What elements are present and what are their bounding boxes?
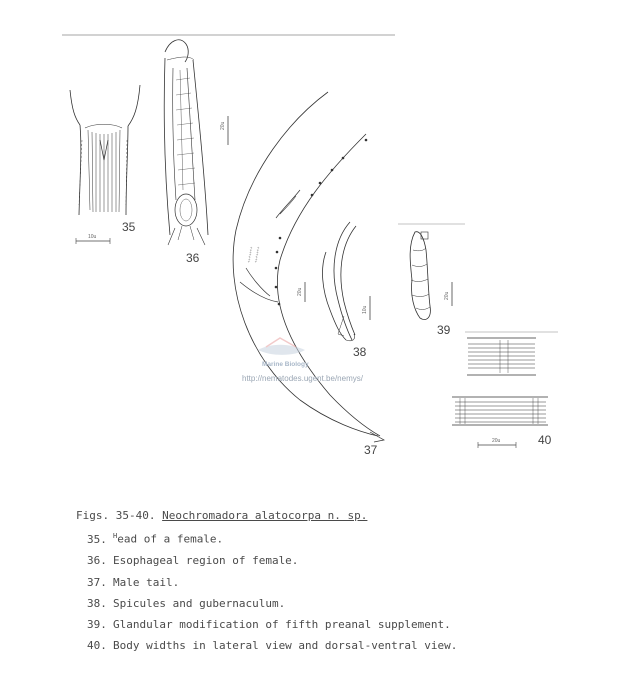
figure-39-scale-label: 20u — [444, 291, 450, 300]
svg-text:+++++++: +++++++ — [246, 246, 254, 264]
figure-35-label: 35 — [122, 220, 136, 234]
figure-36-label: 36 — [186, 251, 200, 265]
figure-40-lateral-view — [467, 338, 536, 375]
figure-37-male-tail-drawing — [233, 92, 384, 442]
figure-38-spicules-drawing — [323, 222, 356, 341]
figure-39-gland-drawing — [410, 232, 430, 320]
figure-35-head-drawing — [70, 85, 140, 215]
svg-text:+++++++: +++++++ — [253, 246, 261, 264]
figure-caption — [76, 505, 596, 657]
figure-37-supplement-notes — [246, 246, 261, 264]
caption-heading — [76, 505, 596, 526]
figure-35-scale-label: 10u — [88, 234, 97, 240]
figure-39-label: 39 — [437, 323, 451, 337]
figure-38-label: 38 — [353, 345, 367, 359]
figure-40-label: 40 — [538, 433, 552, 447]
figure-37-scale-label: 20u — [297, 287, 303, 296]
caption-item-36: 36. Esophageal region of female. — [87, 554, 299, 568]
caption-item-39: 39. Glandular modification of fifth preanal supplement. — [87, 618, 451, 632]
caption-item-37: 37. Male tail. — [87, 575, 180, 589]
figure-40-dorsal-ventral-view — [452, 397, 548, 425]
watermark-url: http://nematodes.ugent.be/nemys/ — [242, 374, 363, 383]
caption-item-35: 35. $^H$ead of a female. — [87, 532, 224, 546]
caption-species-title: Neochromadora alatocorpa n. sp. — [162, 509, 368, 522]
figure-36-scale-label: 20u — [220, 121, 226, 130]
figure-37-label: 37 — [364, 443, 378, 457]
figure-36-esophagus-drawing — [164, 40, 208, 245]
figure-38-scale-label: 10u — [362, 305, 368, 314]
watermark-logo — [258, 338, 305, 355]
caption-item-40: 40. Body widths in lateral view and dorsal-ventral view. — [87, 639, 458, 653]
caption-item-38: 38. Spicules and gubernaculum. — [87, 596, 286, 610]
caption-heading-prefix: Figs. 35-40. — [76, 509, 156, 522]
watermark-title: Marine Biology — [262, 361, 309, 368]
figure-40-scale-label: 20u — [492, 438, 501, 444]
figure-37-preanal-supplements — [275, 139, 368, 306]
